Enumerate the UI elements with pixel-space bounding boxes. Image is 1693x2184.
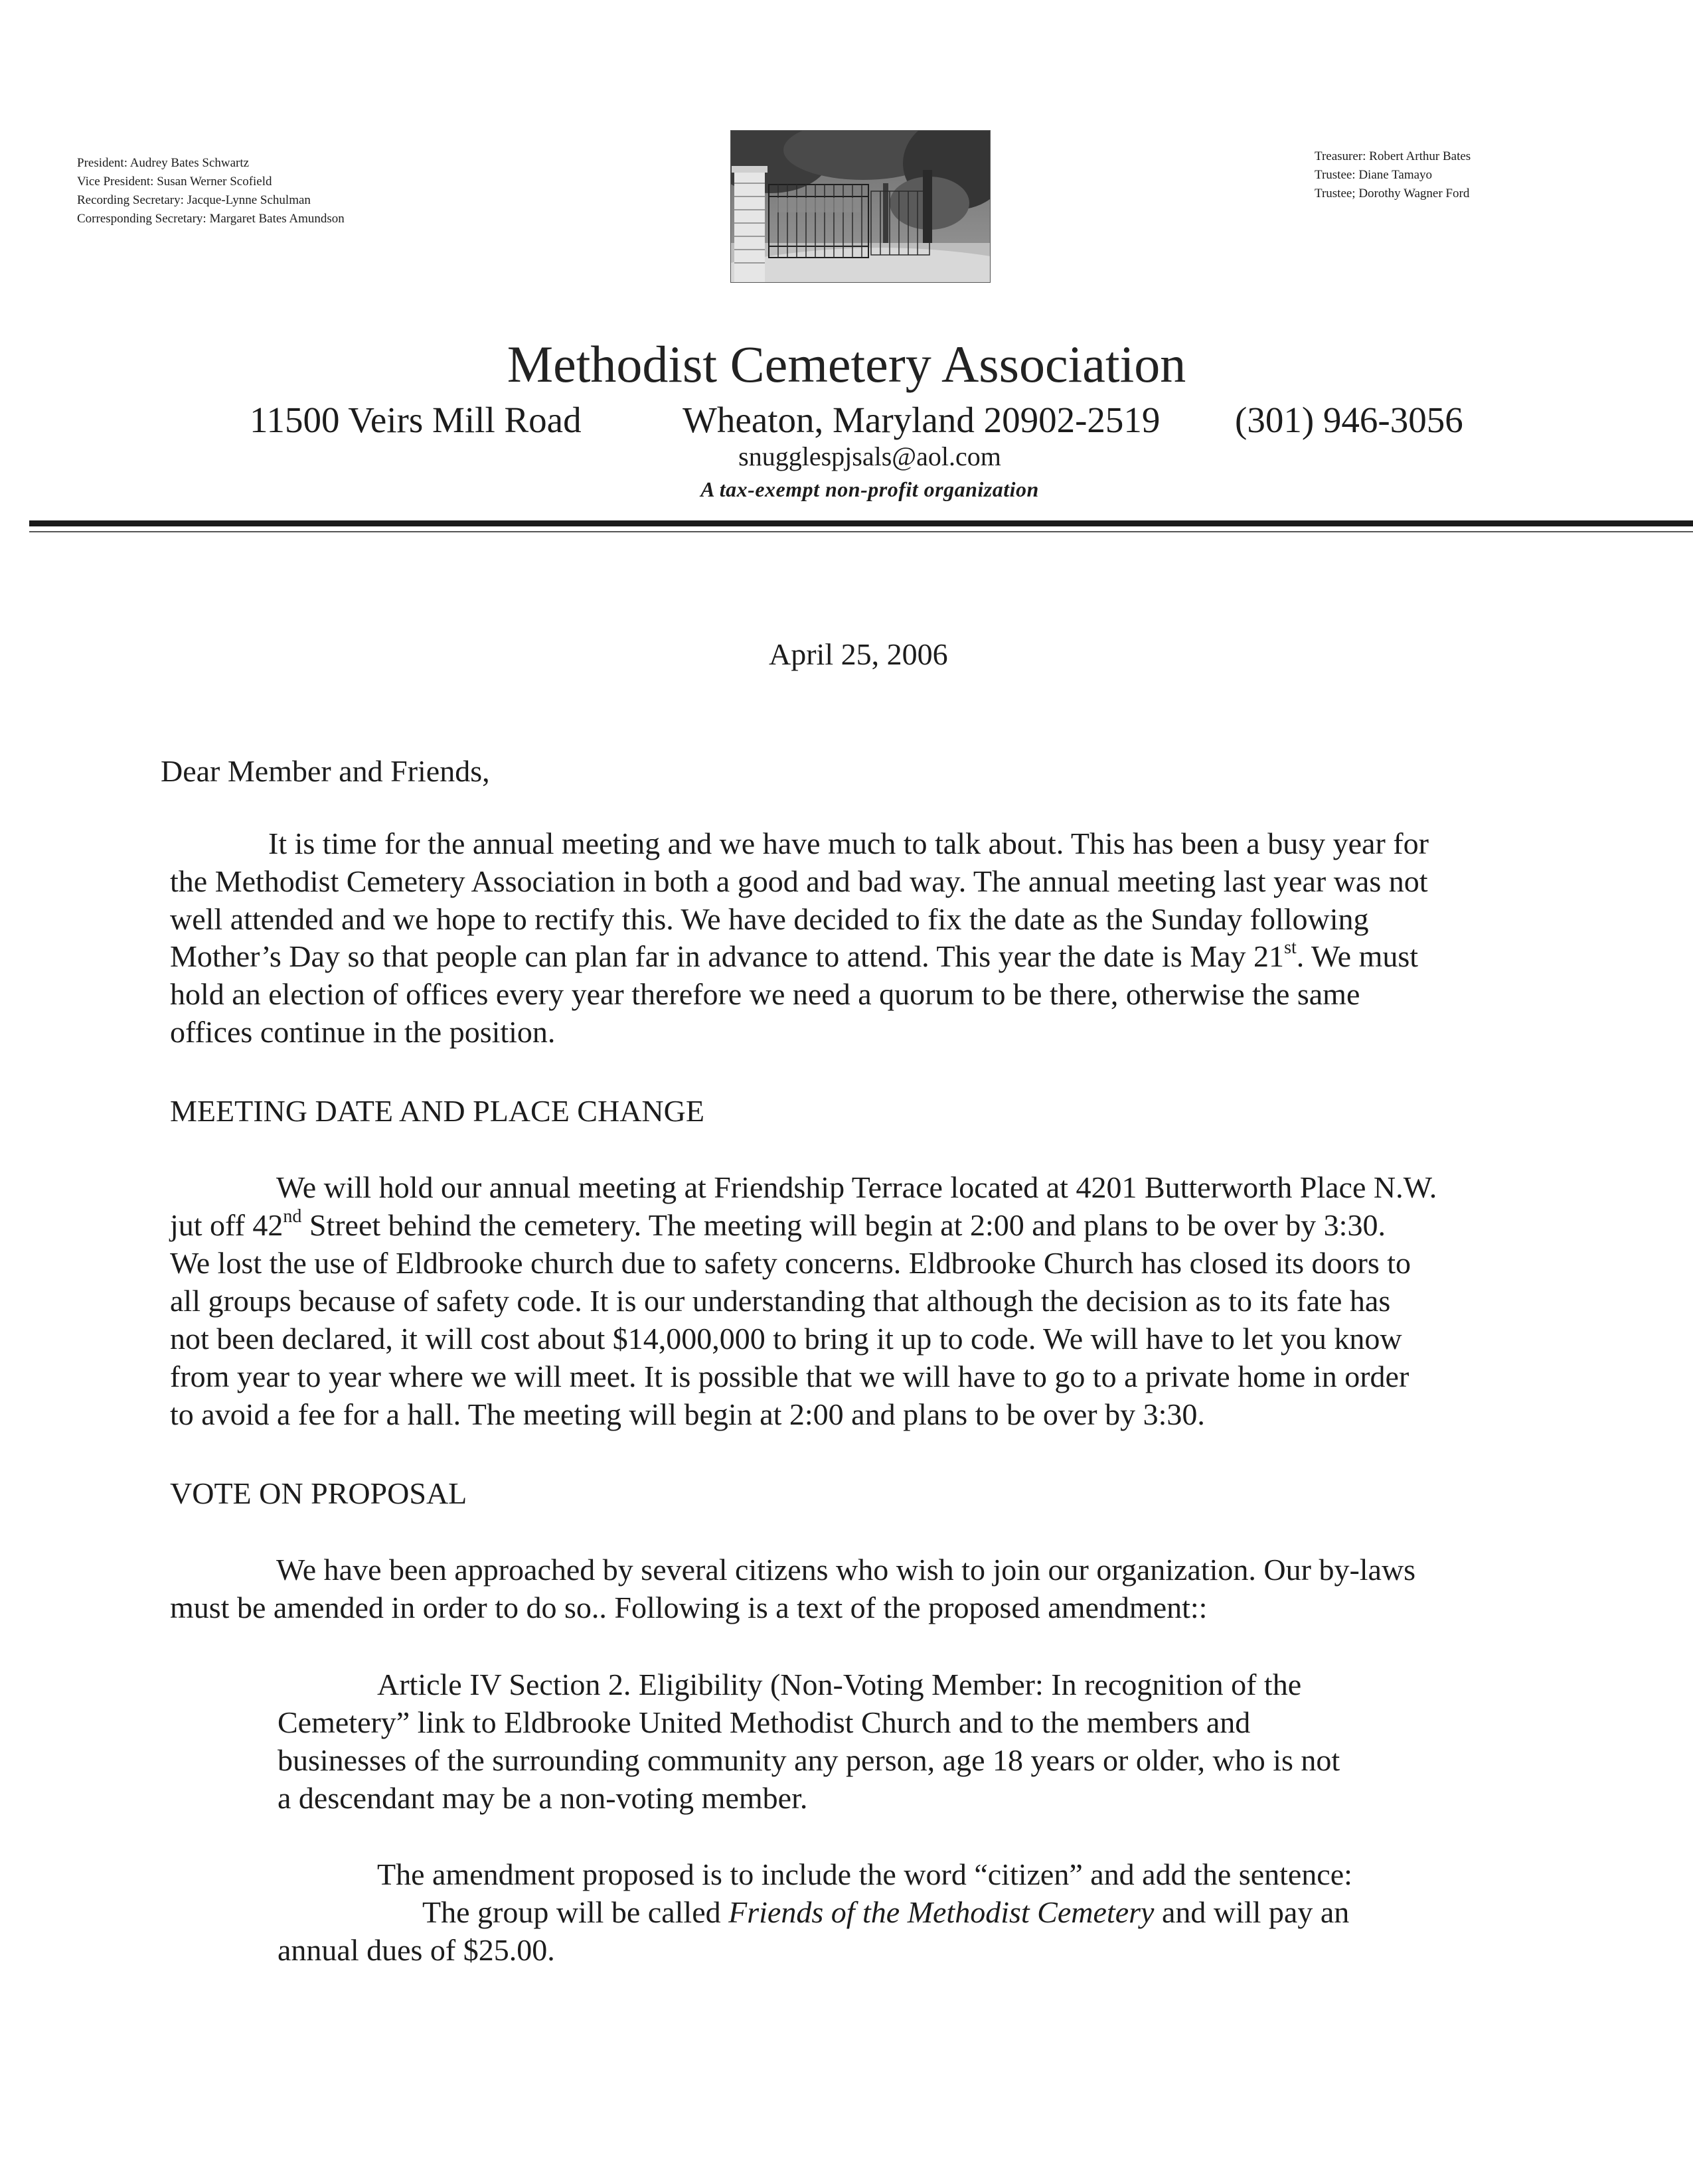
paragraph-line: all groups because of safety code. It is our understanding that although the decision as to its fate has <box>170 1284 1391 1318</box>
officers-list-left <box>77 154 345 228</box>
paragraph-text: Street behind the cemetery. The meeting will begin at 2:00 and plans to be over by 3:30. <box>301 1208 1386 1242</box>
letterhead-rule <box>29 520 1693 526</box>
paragraph-line: We lost the use of Eldbrooke church due to safety concerns. Eldbrooke Church has closed its doors to <box>170 1246 1411 1280</box>
phone-number: (301) 946-3056 <box>1235 400 1463 440</box>
group-name: Friends of the Methodist Cemetery <box>728 1895 1155 1929</box>
officer-vice-president: Vice President: Susan Werner Scofield <box>77 175 272 189</box>
paragraph-line: to avoid a fee for a hall. The meeting will begin at 2:00 and plans to be over by 3:30. <box>170 1397 1205 1431</box>
paragraph-line: not been declared, it will cost about $14,000,000 to bring it up to code. We will have to let you know <box>170 1322 1402 1356</box>
paragraph-line: annual dues of $25.00. <box>278 1933 555 1967</box>
ordinal-suffix: nd <box>283 1206 302 1227</box>
paragraph-line: the Methodist Cemetery Association in both a good and bad way. The annual meeting last year was not <box>170 864 1428 898</box>
letterhead-rule-thin <box>29 531 1693 532</box>
officers-list-right <box>1315 147 1471 203</box>
paragraph-line: must be amended in order to do so.. Following is a text of the proposed amendment:: <box>170 1591 1208 1624</box>
amendment-line: businesses of the surrounding community any person, age 18 years or older, who is not <box>278 1743 1340 1777</box>
section-heading: VOTE ON PROPOSAL <box>170 1476 467 1510</box>
ordinal-suffix: st <box>1284 937 1297 958</box>
paragraph-line: hold an election of offices every year therefore we need a quorum to be there, otherwise the same <box>170 977 1360 1011</box>
officer-recording-secretary: Recording Secretary: Jacque-Lynne Schulman <box>77 193 311 207</box>
paragraph-line: well attended and we hope to rectify this. We have decided to fix the date as the Sunday following <box>170 902 1369 936</box>
paragraph-line <box>422 1894 1349 1931</box>
email-address: snugglespjsals@aol.com <box>738 441 1001 471</box>
paragraph-text: and will pay an <box>1154 1895 1350 1929</box>
organization-name: Methodist Cemetery Association <box>507 335 1186 393</box>
amendment-line: Article IV Section 2. Eligibility (Non-Voting Member: In recognition of the <box>377 1668 1302 1701</box>
salutation: Dear Member and Friends, <box>161 754 490 788</box>
paragraph-line: It is time for the annual meeting and we have much to talk about. This has been a busy year for <box>268 826 1429 860</box>
cemetery-gate-photo <box>730 130 991 283</box>
street-address: 11500 Veirs Mill Road <box>250 400 582 440</box>
officer-president: President: Audrey Bates Schwartz <box>77 156 250 170</box>
amendment-line: Cemetery” link to Eldbrooke United Methodist Church and to the members and <box>278 1705 1251 1739</box>
city-state-zip: Wheaton, Maryland 20902-2519 <box>683 400 1161 440</box>
paragraph-text: jut off 42 <box>170 1208 283 1242</box>
paragraph-line: We have been approached by several citizens who wish to join our organization. Our by-laws <box>276 1553 1416 1587</box>
paragraph-line <box>170 938 1418 975</box>
letter-date: April 25, 2006 <box>769 637 948 671</box>
tax-status: A tax-exempt non-profit organization <box>700 477 1039 501</box>
officer-treasurer: Treasurer: Robert Arthur Bates <box>1315 149 1471 163</box>
section-heading: MEETING DATE AND PLACE CHANGE <box>170 1094 704 1128</box>
paragraph-line: offices continue in the position. <box>170 1015 556 1049</box>
paragraph-line: The amendment proposed is to include the word “citizen” and add the sentence: <box>377 1857 1352 1891</box>
paragraph-text: . We must <box>1296 939 1419 973</box>
paragraph-line: We will hold our annual meeting at Friendship Terrace located at 4201 Butterworth Place N.W. <box>276 1170 1437 1204</box>
paragraph-text: Mother’s Day so that people can plan far in advance to attend. This year the date is May 21 <box>170 939 1285 973</box>
amendment-line: a descendant may be a non-voting member. <box>278 1781 808 1815</box>
paragraph-line: from year to year where we will meet. It is possible that we will have to go to a private home in order <box>170 1360 1410 1393</box>
officer-corresponding-secretary: Corresponding Secretary: Margaret Bates Amundson <box>77 212 345 226</box>
paragraph-line <box>170 1207 1386 1244</box>
officer-trustee: Trustee; Dorothy Wagner Ford <box>1315 187 1470 200</box>
officer-trustee: Trustee: Diane Tamayo <box>1315 168 1433 182</box>
paragraph-text: The group will be called <box>422 1895 729 1929</box>
